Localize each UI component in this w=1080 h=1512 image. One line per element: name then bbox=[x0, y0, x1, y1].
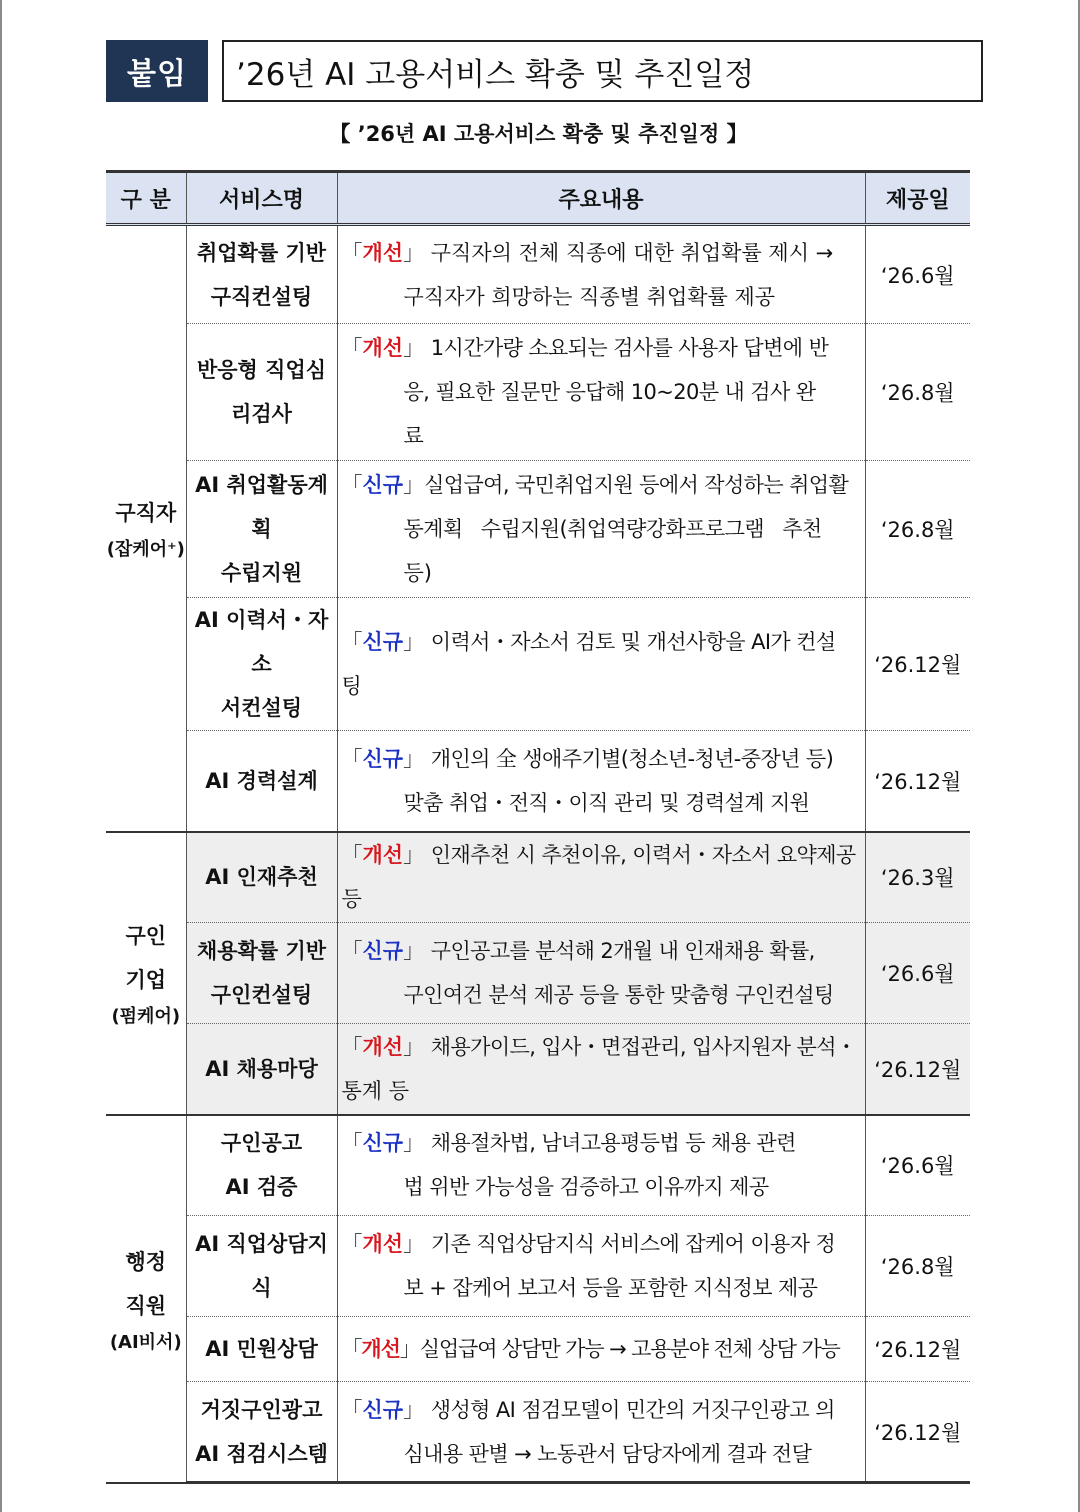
type-badge: 개선 bbox=[362, 336, 404, 360]
content-cell: 「개선」 1시간가량 소요되는 검사를 사용자 답변에 반 응, 필요한 질문만 응답해 10~20분 내 검사 완 료 bbox=[337, 324, 865, 461]
type-badge: 개선 bbox=[361, 1337, 400, 1361]
table-row bbox=[106, 923, 970, 1024]
table-row bbox=[106, 1382, 970, 1483]
attachment-tag: 붙임 bbox=[106, 40, 208, 102]
type-badge: 신규 bbox=[362, 630, 404, 654]
table-header-row bbox=[106, 172, 970, 225]
content-cell: 「신규」 이력서・자소서 검토 및 개선사항을 AI가 컨설 팅 bbox=[337, 598, 865, 731]
category-cell-job-seeker bbox=[106, 225, 186, 832]
page-left-border bbox=[0, 0, 2, 1512]
content-cell: 「신규」 생성형 AI 점검모델이 민간의 거짓구인광고 의 심내용 판별 → 노동관서 담당자에게 결과 전달 bbox=[337, 1382, 865, 1483]
type-badge: 신규 bbox=[362, 473, 404, 497]
type-badge: 개선 bbox=[362, 240, 404, 265]
service-name: 반응형 직업심 리검사 bbox=[186, 324, 337, 461]
date-cell: ‘26.6월 bbox=[865, 225, 970, 324]
date-cell: ‘26.3월 bbox=[865, 832, 970, 923]
content-cell: 「개선」 기존 직업상담지식 서비스에 잡케어 이용자 정 보 + 잡케어 보고서 등을 포함한 지식정보 제공 bbox=[337, 1216, 865, 1317]
table-row bbox=[106, 731, 970, 832]
column-header: 구 분 bbox=[106, 172, 186, 225]
table-row bbox=[106, 598, 970, 731]
date-cell: ‘26.6월 bbox=[865, 1115, 970, 1216]
content-cell: 「신규」 구인공고를 분석해 2개월 내 인재채용 확률, 구인여건 분석 제공 등을 통한 맞춤형 구인컨설팅 bbox=[337, 923, 865, 1024]
type-badge: 개선 bbox=[362, 1034, 404, 1059]
service-name: AI 민원상담 bbox=[186, 1317, 337, 1382]
table-row bbox=[106, 832, 970, 923]
date-cell: ‘26.12월 bbox=[865, 1382, 970, 1483]
table-row bbox=[106, 1216, 970, 1317]
table-row bbox=[106, 324, 970, 461]
date-cell: ‘26.12월 bbox=[865, 731, 970, 832]
service-name: AI 직업상담지 식 bbox=[186, 1216, 337, 1317]
type-badge: 신규 bbox=[362, 939, 404, 963]
service-name: 거짓구인광고 AI 점검시스템 bbox=[186, 1382, 337, 1483]
date-cell: ‘26.8월 bbox=[865, 1216, 970, 1317]
content-cell: 「개선」실업급여 상담만 가능 → 고용분야 전체 상담 가능 bbox=[337, 1317, 865, 1382]
content-cell: 「개선」 채용가이드, 입사・면접관리, 입사지원자 분석・ 통계 등 bbox=[337, 1024, 865, 1115]
table-row bbox=[106, 1115, 970, 1216]
service-name: AI 인재추천 bbox=[186, 832, 337, 923]
service-name: AI 취업활동계획 수립지원 bbox=[186, 461, 337, 598]
type-badge: 신규 bbox=[362, 746, 404, 771]
category-sub-label: (펌케어) bbox=[111, 1006, 181, 1027]
content-cell: 「신규」 채용절차법, 남녀고용평등법 등 채용 관련 법 위반 가능성을 검증하고 이유까지 제공 bbox=[337, 1115, 865, 1216]
column-header: 서비스명 bbox=[186, 172, 337, 225]
document-title: ’26년 AI 고용서비스 확충 및 추진일정 bbox=[222, 40, 983, 102]
category-label: 구직자 bbox=[115, 501, 177, 526]
service-name: 채용확률 기반 구인컨설팅 bbox=[186, 923, 337, 1024]
table-caption: 【 ’26년 AI 고용서비스 확충 및 추진일정 】 bbox=[329, 122, 748, 146]
date-cell: ‘26.12월 bbox=[865, 598, 970, 731]
table-row bbox=[106, 1317, 970, 1382]
date-cell: ‘26.8월 bbox=[865, 324, 970, 461]
date-cell: ‘26.8월 bbox=[865, 461, 970, 598]
table-row bbox=[106, 225, 970, 324]
date-cell: ‘26.6월 bbox=[865, 923, 970, 1024]
service-name: AI 채용마당 bbox=[186, 1024, 337, 1115]
service-name: 구인공고 AI 검증 bbox=[186, 1115, 337, 1216]
content-cell: 「개선」 구직자의 전체 직종에 대한 취업확률 제시 → 구직자가 희망하는 직종별 취업확률 제공 bbox=[337, 225, 865, 324]
type-badge: 개선 bbox=[362, 843, 404, 868]
category-sub-label: (AI비서) bbox=[109, 1331, 182, 1353]
category-cell-staff: 행정 직원 (AI비서) bbox=[106, 1115, 186, 1483]
type-badge: 신규 bbox=[362, 1131, 404, 1156]
column-header: 제공일 bbox=[865, 172, 970, 225]
table-row bbox=[106, 1024, 970, 1115]
content-cell: 「신규」실업급여, 국민취업지원 등에서 작성하는 취업활 동계획 수립지원(취업역량강화프로그램 추천 등) bbox=[337, 461, 865, 598]
service-name: AI 경력설계 bbox=[186, 731, 337, 832]
category-sub-label: (잡케어⁺) bbox=[106, 539, 185, 561]
category-cell-employer: 구인 기업 (펌케어) bbox=[106, 832, 186, 1115]
type-badge: 신규 bbox=[362, 1397, 404, 1422]
content-cell: 「개선」 인재추천 시 추천이유, 이력서・자소서 요약제공 등 bbox=[337, 832, 865, 923]
service-name: AI 이력서・자소 서컨설팅 bbox=[186, 598, 337, 731]
schedule-table bbox=[106, 170, 970, 1484]
date-cell: ‘26.12월 bbox=[865, 1024, 970, 1115]
table-row bbox=[106, 461, 970, 598]
column-header: 주요내용 bbox=[337, 172, 865, 225]
content-cell: 「신규」 개인의 全 생애주기별(청소년-청년-중장년 등) 맞춤 취업・전직・이직 관리 및 경력설계 지원 bbox=[337, 731, 865, 832]
date-cell: ‘26.12월 bbox=[865, 1317, 970, 1382]
type-badge: 개선 bbox=[362, 1232, 404, 1256]
document-header bbox=[106, 40, 971, 102]
service-name: 취업확률 기반 구직컨설팅 bbox=[186, 225, 337, 324]
